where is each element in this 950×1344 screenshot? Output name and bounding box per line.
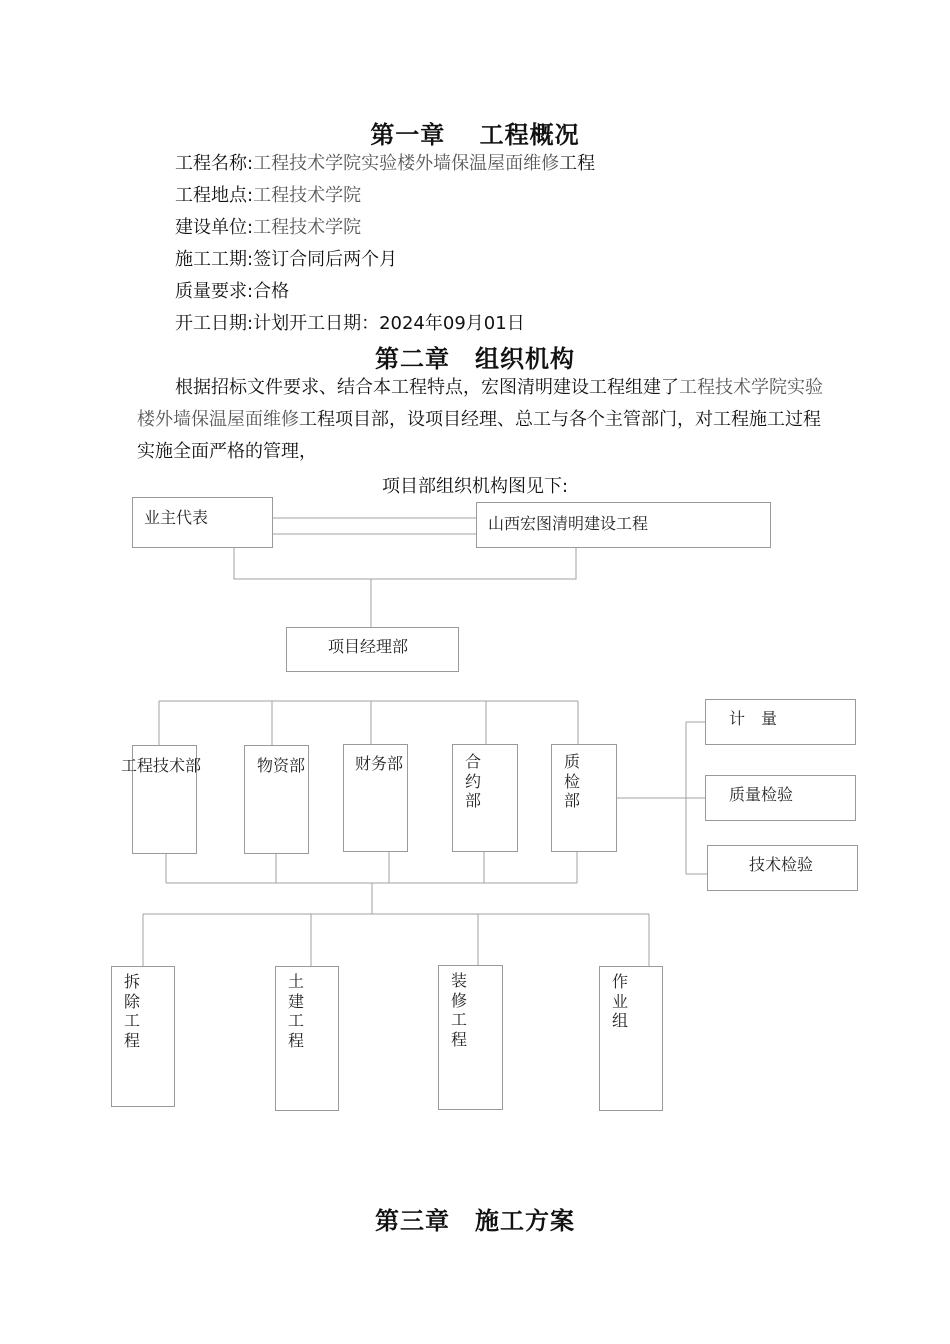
company-label: 山西宏图清明建设工程: [488, 514, 649, 533]
team-label-workgroup: 作业组: [612, 972, 629, 1030]
info-label: 工程地点:: [175, 185, 254, 206]
qc-sub-label-inspection: 质量检验: [729, 785, 794, 804]
info-value: 工程技术学院实验楼外墙保温屋面维修: [253, 153, 560, 174]
dept-label-quality: 质检部: [564, 752, 581, 810]
team-box-workgroup: [599, 966, 663, 1111]
info-label: 施工工期:: [175, 249, 254, 270]
para-text-2: 工程技术学院实验楼外墙保温屋面维修: [137, 377, 823, 430]
info-suffix: 工程: [559, 153, 596, 174]
info-value: 计划开工日期：2024年09月01日: [253, 313, 525, 334]
org-chart-caption: 项目部组织机构图见下:: [381, 476, 569, 497]
info-label: 质量要求:: [175, 281, 254, 302]
para-text-3: 工程项目部，设项目经理、总工与各个主管部门，对工程施工过程实施全面严格的管理，: [137, 409, 821, 462]
info-value: 签订合同后两个月: [253, 249, 398, 270]
team-box-decoration: [438, 965, 503, 1110]
info-value: 合格: [253, 281, 290, 302]
team-label-decoration: 装修工程: [451, 971, 468, 1049]
team-label-civil: 土建工程: [288, 972, 305, 1050]
team-label-demolition: 拆除工程: [124, 972, 141, 1050]
dept-box-contracts: [452, 744, 518, 852]
info-label: 建设单位:: [175, 217, 254, 238]
info-value: 工程技术学院: [253, 185, 362, 206]
info-label: 开工日期:: [175, 313, 254, 334]
chapter2-title: 第二章 组织机构: [375, 345, 575, 373]
dept-label-engineering: 工程技术部: [121, 756, 202, 775]
qc-sub-label-tech: 技术检验: [749, 855, 814, 874]
info-label: 工程名称:: [175, 153, 254, 174]
owner-label: 业主代表: [144, 508, 209, 527]
dept-label-contracts: 合约部: [465, 752, 482, 810]
info-value: 工程技术学院: [253, 217, 362, 238]
para-text-1: 根据招标文件要求、结合本工程特点，宏图清明建设工程组建了: [175, 377, 679, 398]
dept-label-finance: 财务部: [355, 754, 404, 773]
project-manager-label: 项目经理部: [328, 637, 409, 656]
team-box-demolition: [111, 966, 175, 1107]
qc-sub-box-measure: [705, 699, 856, 745]
dept-label-materials: 物资部: [257, 756, 306, 775]
qc-sub-label-measure: 计 量: [729, 709, 778, 728]
team-box-civil: [275, 966, 339, 1111]
chapter1-title: 第一章 工程概况: [370, 121, 580, 149]
chapter3-title: 第三章 施工方案: [375, 1207, 575, 1235]
dept-box-quality: [551, 744, 617, 852]
